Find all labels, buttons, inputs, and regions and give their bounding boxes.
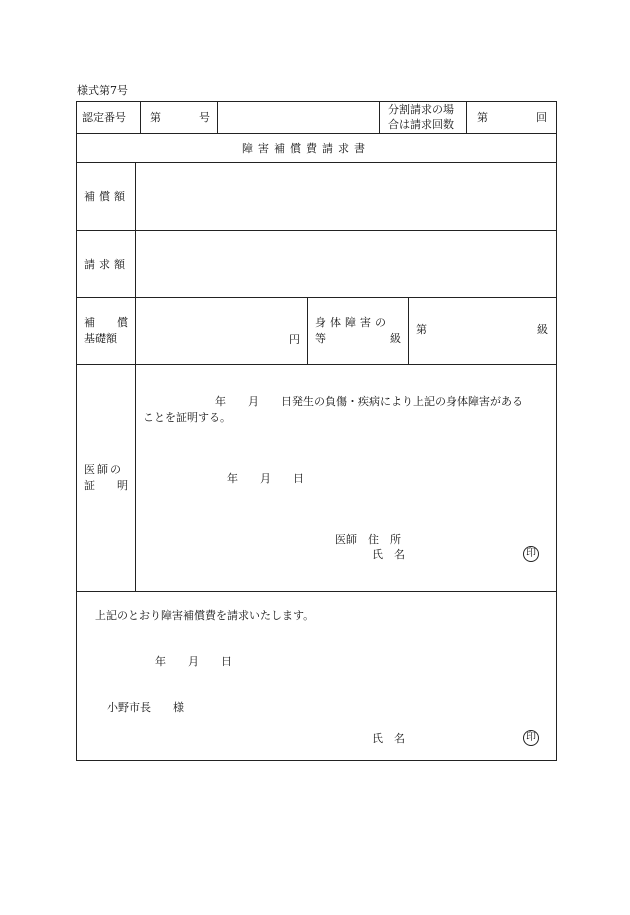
disability-grade-label-line2a: 等 [315,332,326,345]
divider [76,297,557,298]
cert-number-go: 号 [199,111,210,124]
claim-date: 年 月 日 [155,655,232,668]
claim-amount-label: 請求額 [84,258,129,271]
divider [379,101,380,134]
grade-kyu: 級 [537,323,548,336]
divider [217,101,218,134]
form-number: 様式第7号 [77,84,128,97]
claim-count-dai: 第 [477,111,488,124]
yen-unit: 円 [289,333,300,346]
disability-grade-label-line1: 身体障害の [315,316,390,329]
divider [307,297,308,364]
divider [76,591,557,592]
form-title: 障害補償費請求書 [242,142,370,155]
claim-count-kai: 回 [536,111,547,124]
divider [76,364,557,365]
grade-dai: 第 [416,323,427,336]
divider [466,101,467,134]
split-claim-label-line1: 分割請求の場 [388,103,454,116]
compensation-amount-label: 補償額 [84,190,129,203]
doctor-cert-statement-line1: 年 月 日発生の負傷・疾病により上記の身体障害がある [215,395,523,408]
doctor-cert-statement-line2: ことを証明する。 [143,411,231,424]
divider [140,101,141,134]
claimant-name-label: 氏 名 [372,732,405,745]
claimant-seal-icon: 印 [523,730,539,746]
doctor-address-label: 医師 住 所 [335,533,401,546]
form-table [76,133,557,761]
claim-addressee: 小野市長 様 [107,701,184,714]
divider [408,297,409,364]
cert-number-label: 認定番号 [82,111,126,124]
divider [76,230,557,231]
divider [76,162,557,163]
split-claim-label-line2: 合は請求回数 [388,118,454,131]
disability-grade-label-line2b: 級 [390,332,401,345]
doctor-seal-icon: 印 [523,546,539,562]
doctor-name-label: 氏 名 [372,548,405,561]
cert-number-dai: 第 [150,111,161,124]
divider [135,162,136,591]
base-amount-label-line2: 基礎額 [84,332,117,345]
claim-statement: 上記のとおり障害補償費を請求いたします。 [95,609,315,622]
base-amount-label-line1: 補 償 [84,316,128,329]
doctor-cert-label-line1: 医師の [84,463,123,476]
doctor-cert-label-line2: 証 明 [84,479,128,492]
doctor-cert-date: 年 月 日 [227,472,304,485]
